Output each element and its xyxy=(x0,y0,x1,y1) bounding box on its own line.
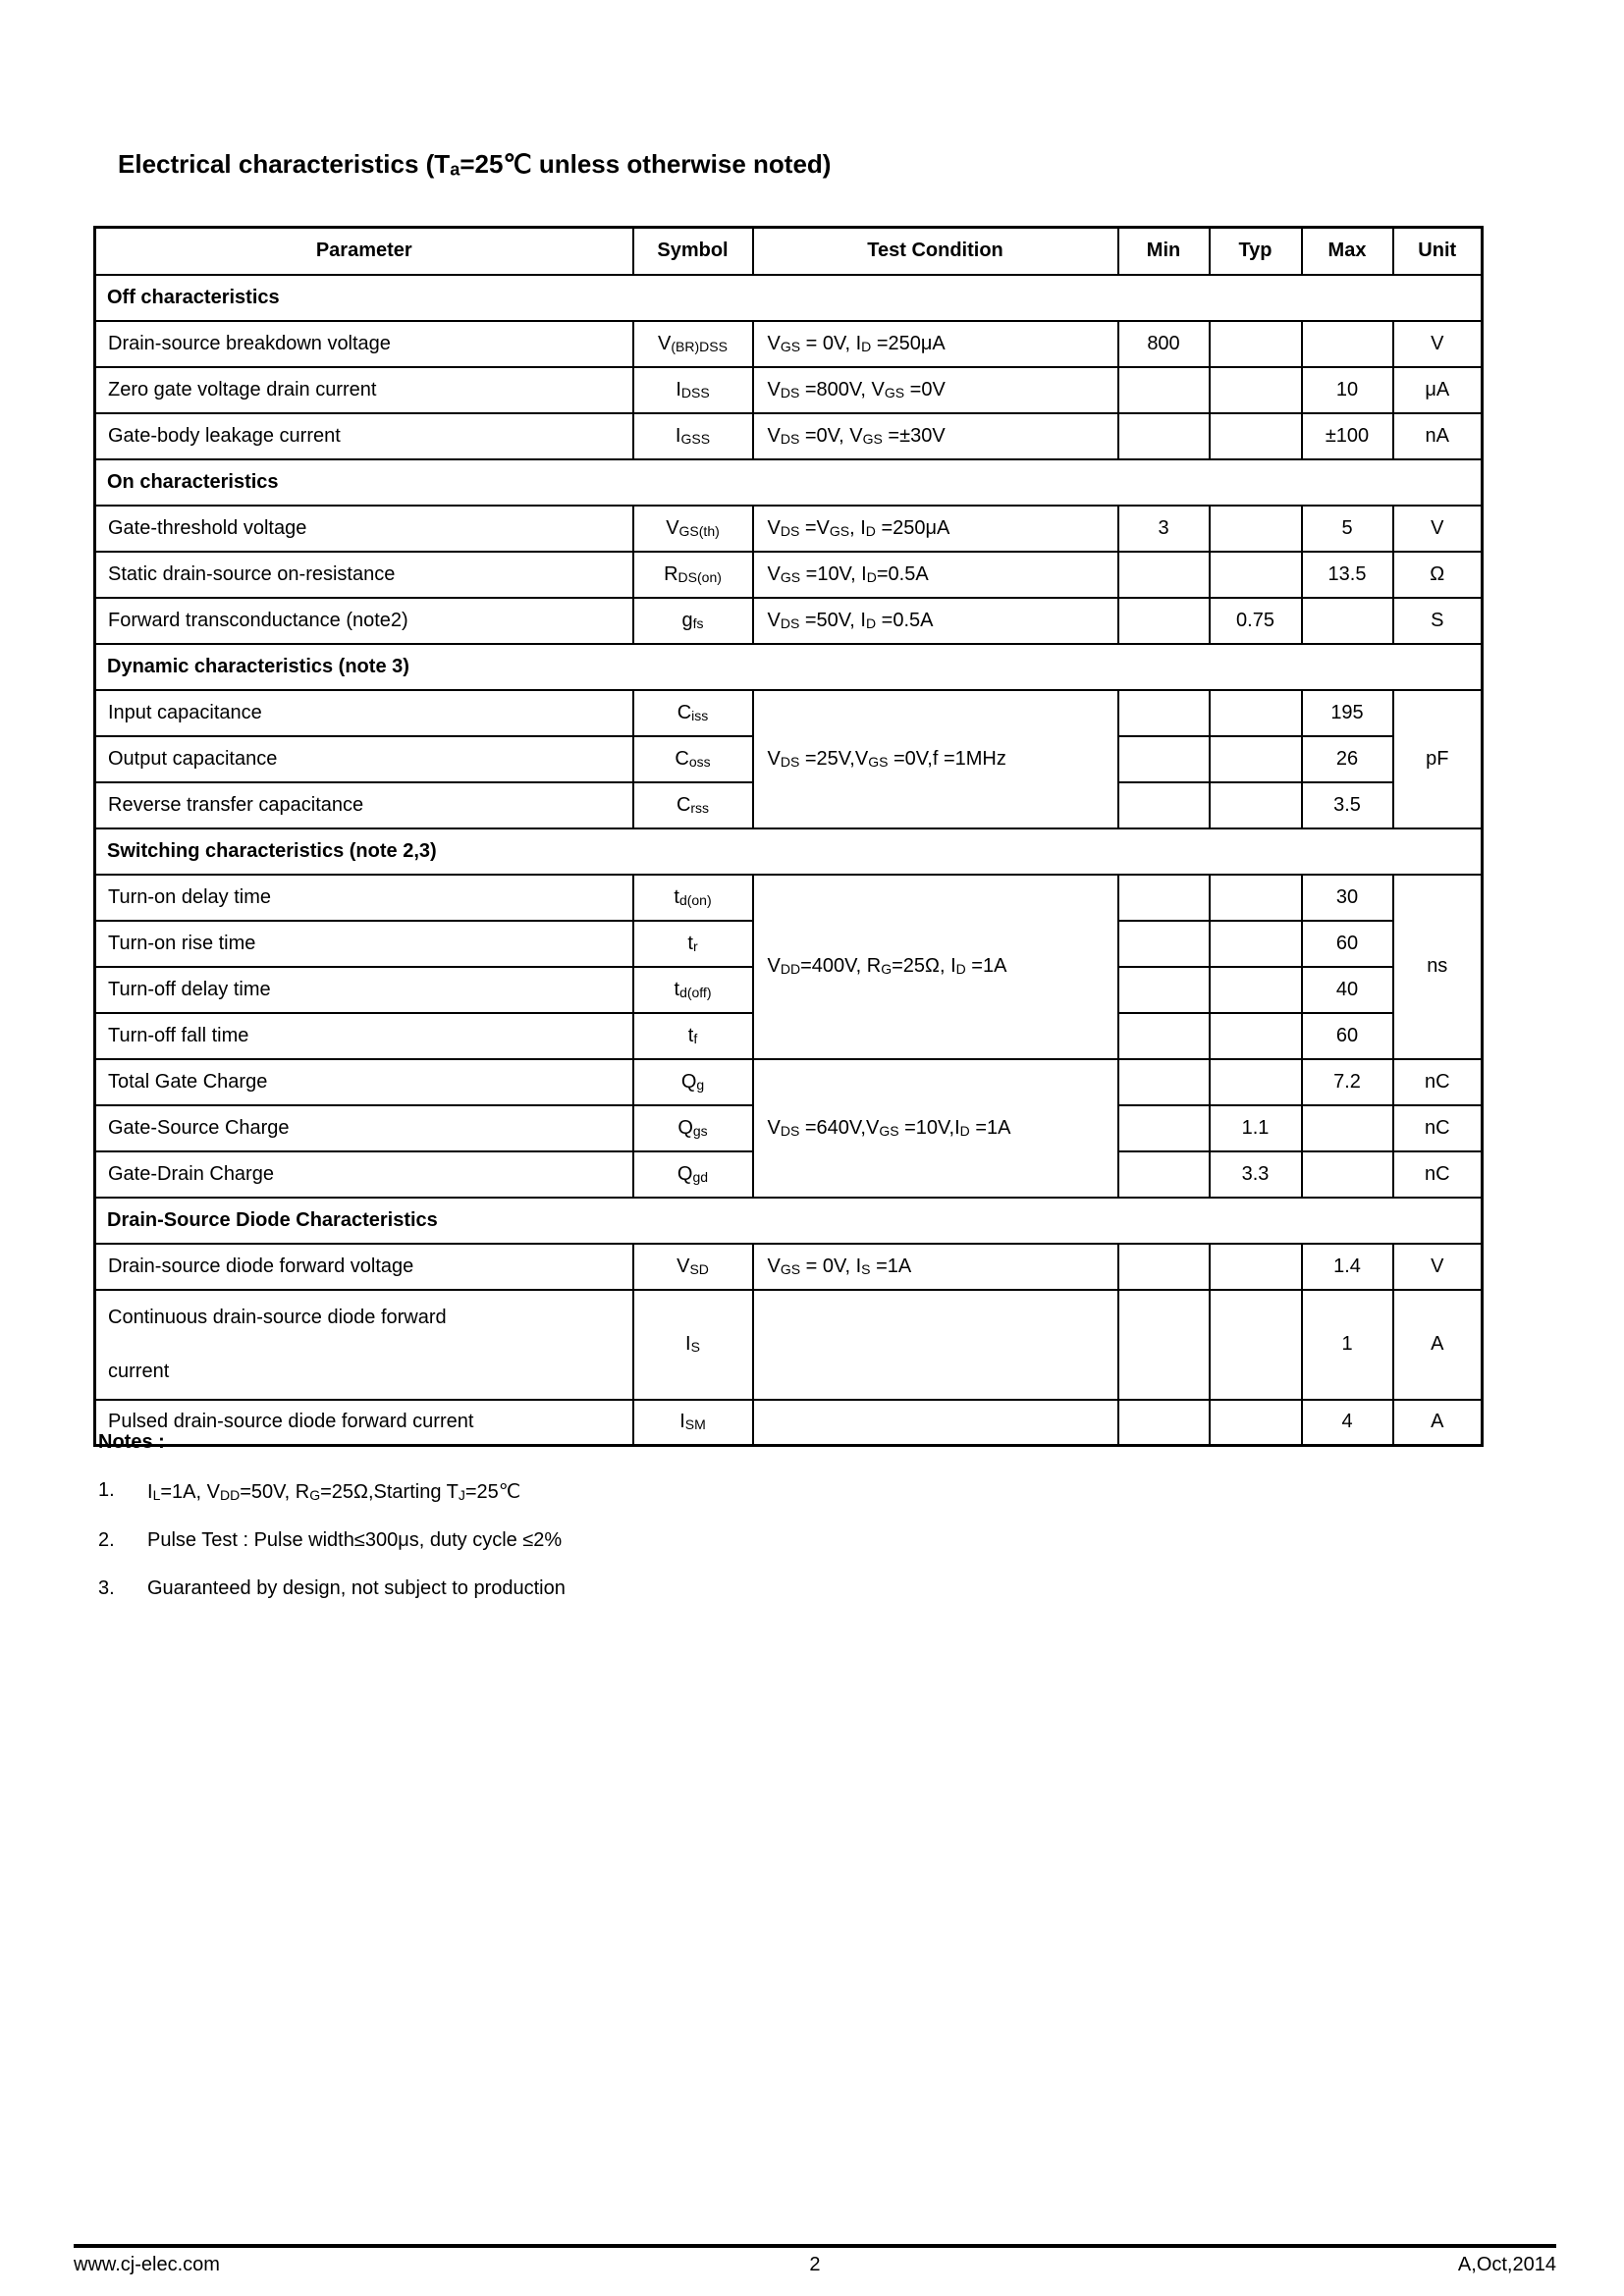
condition-cell: $V_{GS} =10V$, $I_D=0.5A$ xyxy=(753,552,1118,598)
typ-cell xyxy=(1210,967,1302,1013)
max-cell: 60 xyxy=(1302,1013,1393,1059)
min-cell xyxy=(1118,598,1210,644)
param-cell: Zero gate voltage drain current xyxy=(95,367,633,413)
min-cell xyxy=(1118,1105,1210,1151)
min-cell xyxy=(1118,875,1210,921)
typ-cell xyxy=(1210,321,1302,367)
param-cell: Forward transconductance (note2) xyxy=(95,598,633,644)
symbol-cell: $Q_{gd}$ xyxy=(633,1151,753,1198)
unit-cell: S xyxy=(1393,598,1483,644)
max-cell: 5 xyxy=(1302,506,1393,552)
table-row xyxy=(95,506,1483,552)
param-cell: Drain-source breakdown voltage xyxy=(95,321,633,367)
table-row xyxy=(95,367,1483,413)
footer-revision-date: A,Oct,2014 xyxy=(1457,2254,1556,2275)
table-row xyxy=(95,1244,1483,1290)
table-row xyxy=(95,552,1483,598)
symbol-cell: $t_f$ xyxy=(633,1013,753,1059)
max-cell: 60 xyxy=(1302,921,1393,967)
col-header-min: Min xyxy=(1118,228,1210,275)
typ-cell xyxy=(1210,1400,1302,1446)
note-item xyxy=(98,1479,566,1504)
section-header: On characteristics xyxy=(95,459,1483,506)
condition-cell: $V_{DS} =V_{GS}$, $I_D =250\mu A$ xyxy=(753,506,1118,552)
col-header-unit: Unit xyxy=(1393,228,1483,275)
param-cell: Output capacitance xyxy=(95,736,633,782)
col-header-symbol: Symbol xyxy=(633,228,753,275)
col-header-typ: Typ xyxy=(1210,228,1302,275)
symbol-cell: $Q_g$ xyxy=(633,1059,753,1105)
note-number: 3. xyxy=(98,1577,115,1599)
table-row xyxy=(95,690,1483,736)
min-cell xyxy=(1118,1151,1210,1198)
symbol-cell: $I_{DSS}$ xyxy=(633,367,753,413)
unit-cell: ns xyxy=(1393,875,1483,1059)
typ-cell xyxy=(1210,690,1302,736)
max-cell xyxy=(1302,598,1393,644)
param-cell: Reverse transfer capacitance xyxy=(95,782,633,828)
section-header: Off characteristics xyxy=(95,275,1483,321)
min-cell xyxy=(1118,1400,1210,1446)
note-item xyxy=(98,1529,566,1552)
param-cell: Turn-on delay time xyxy=(95,875,633,921)
min-cell xyxy=(1118,552,1210,598)
min-cell xyxy=(1118,1290,1210,1400)
symbol-cell: $V_{(BR)DSS}$ xyxy=(633,321,753,367)
max-cell: 10 xyxy=(1302,367,1393,413)
typ-cell xyxy=(1210,506,1302,552)
note-text: Pulse Test : Pulse width≤300μs, duty cycle ≤2% xyxy=(147,1529,563,1551)
min-cell: 3 xyxy=(1118,506,1210,552)
param-cell: Pulsed drain-source diode forward current xyxy=(95,1400,633,1446)
typ-cell: 1.1 xyxy=(1210,1105,1302,1151)
section-header: Drain-Source Diode Characteristics xyxy=(95,1198,1483,1244)
param-cell: Gate-Source Charge xyxy=(95,1105,633,1151)
symbol-cell: $C_{oss}$ xyxy=(633,736,753,782)
typ-cell: 3.3 xyxy=(1210,1151,1302,1198)
col-header-max: Max xyxy=(1302,228,1393,275)
min-cell xyxy=(1118,736,1210,782)
table-row xyxy=(95,1059,1483,1105)
section-row xyxy=(95,1198,1483,1244)
param-cell: Total Gate Charge xyxy=(95,1059,633,1105)
condition-cell: $V_{GS} = 0V$, $I_S =1A$ xyxy=(753,1244,1118,1290)
typ-cell xyxy=(1210,875,1302,921)
unit-cell: V xyxy=(1393,321,1483,367)
unit-cell: μA xyxy=(1393,367,1483,413)
max-cell xyxy=(1302,321,1393,367)
symbol-cell: $R_{DS(on)}$ xyxy=(633,552,753,598)
unit-cell: nC xyxy=(1393,1059,1483,1105)
condition-cell: $V_{DS} =640V,V_{GS} =10V,I_D =1A$ xyxy=(753,1059,1118,1198)
min-cell xyxy=(1118,967,1210,1013)
page-footer xyxy=(74,2244,1556,2276)
max-cell: 1 xyxy=(1302,1290,1393,1400)
min-cell xyxy=(1118,1059,1210,1105)
condition-cell xyxy=(753,1400,1118,1446)
note-text: $I_L=1A$, $V_{DD}=50V$, $R_G=25\Omega,Starting$ $T_J=25℃$ xyxy=(147,1481,521,1504)
note-number: 2. xyxy=(98,1529,115,1551)
condition-cell: $V_{DS} =0V$, $V_{GS} =\pm 30V$ xyxy=(753,413,1118,459)
param-cell: Turn-off delay time xyxy=(95,967,633,1013)
table-header-row xyxy=(95,228,1483,275)
param-cell: Gate-body leakage current xyxy=(95,413,633,459)
notes-list xyxy=(98,1479,566,1600)
typ-cell xyxy=(1210,367,1302,413)
footer-website: www.cj-elec.com xyxy=(74,2254,220,2275)
max-cell: 13.5 xyxy=(1302,552,1393,598)
typ-cell xyxy=(1210,1244,1302,1290)
symbol-cell: $V_{SD}$ xyxy=(633,1244,753,1290)
typ-cell xyxy=(1210,921,1302,967)
col-header-test-condition: Test Condition xyxy=(753,228,1118,275)
max-cell: 1.4 xyxy=(1302,1244,1393,1290)
min-cell xyxy=(1118,1013,1210,1059)
table-row xyxy=(95,1290,1483,1400)
table-row xyxy=(95,598,1483,644)
typ-cell xyxy=(1210,782,1302,828)
condition-cell: $V_{DD}=400V$, $R_G=25\Omega$, $I_D =1A$ xyxy=(753,875,1118,1059)
unit-cell: A xyxy=(1393,1400,1483,1446)
param-cell: Drain-source diode forward voltage xyxy=(95,1244,633,1290)
electrical-characteristics-table xyxy=(93,226,1484,1447)
typ-cell xyxy=(1210,413,1302,459)
unit-cell: nC xyxy=(1393,1151,1483,1198)
symbol-cell: $I_{SM}$ xyxy=(633,1400,753,1446)
min-cell xyxy=(1118,690,1210,736)
param-cell: Continuous drain-source diode forward current xyxy=(95,1290,633,1400)
max-cell: 4 xyxy=(1302,1400,1393,1446)
unit-cell: V xyxy=(1393,506,1483,552)
condition-cell: $V_{DS} =25V,V_{GS} =0V,f =1MHz$ xyxy=(753,690,1118,828)
min-cell: 800 xyxy=(1118,321,1210,367)
condition-cell: $V_{DS} =50V$, $I_D =0.5A$ xyxy=(753,598,1118,644)
min-cell xyxy=(1118,782,1210,828)
condition-cell: $V_{DS} =800V$, $V_{GS} =0V$ xyxy=(753,367,1118,413)
unit-cell: nA xyxy=(1393,413,1483,459)
min-cell xyxy=(1118,367,1210,413)
max-cell: 3.5 xyxy=(1302,782,1393,828)
symbol-cell: $C_{rss}$ xyxy=(633,782,753,828)
typ-cell xyxy=(1210,1013,1302,1059)
footer-page-number: 2 xyxy=(809,2254,821,2275)
table-row xyxy=(95,875,1483,921)
typ-cell xyxy=(1210,736,1302,782)
section-row xyxy=(95,828,1483,875)
symbol-cell: $t_{d(off)}$ xyxy=(633,967,753,1013)
min-cell xyxy=(1118,1244,1210,1290)
section-header: Dynamic characteristics (note 3) xyxy=(95,644,1483,690)
max-cell xyxy=(1302,1151,1393,1198)
section-row xyxy=(95,644,1483,690)
note-text: Guaranteed by design, not subject to production xyxy=(147,1577,566,1599)
note-number: 1. xyxy=(98,1479,115,1501)
param-cell: Turn-off fall time xyxy=(95,1013,633,1059)
unit-cell: nC xyxy=(1393,1105,1483,1151)
symbol-cell: $Q_{gs}$ xyxy=(633,1105,753,1151)
symbol-cell: $g_{fs}$ xyxy=(633,598,753,644)
symbol-cell: $I_S$ xyxy=(633,1290,753,1400)
notes-section xyxy=(98,1431,566,1600)
symbol-cell: $t_{d(on)}$ xyxy=(633,875,753,921)
typ-cell: 0.75 xyxy=(1210,598,1302,644)
max-cell xyxy=(1302,1105,1393,1151)
max-cell: ±100 xyxy=(1302,413,1393,459)
unit-cell: V xyxy=(1393,1244,1483,1290)
table-body xyxy=(95,275,1483,1446)
max-cell: 195 xyxy=(1302,690,1393,736)
typ-cell xyxy=(1210,552,1302,598)
section-row xyxy=(95,459,1483,506)
symbol-cell: $t_r$ xyxy=(633,921,753,967)
note-item xyxy=(98,1577,566,1600)
param-cell: Turn-on rise time xyxy=(95,921,633,967)
condition-cell: $V_{GS} = 0V$, $I_D =250\mu A$ xyxy=(753,321,1118,367)
typ-cell xyxy=(1210,1290,1302,1400)
param-cell: Gate-threshold voltage xyxy=(95,506,633,552)
symbol-cell: $I_{GSS}$ xyxy=(633,413,753,459)
max-cell: 30 xyxy=(1302,875,1393,921)
table-row xyxy=(95,413,1483,459)
max-cell: 7.2 xyxy=(1302,1059,1393,1105)
condition-cell xyxy=(753,1290,1118,1400)
symbol-cell: $C_{iss}$ xyxy=(633,690,753,736)
col-header-parameter: Parameter xyxy=(95,228,633,275)
param-cell: Gate-Drain Charge xyxy=(95,1151,633,1198)
symbol-cell: $V_{GS(th)}$ xyxy=(633,506,753,552)
section-header: Switching characteristics (note 2,3) xyxy=(95,828,1483,875)
max-cell: 40 xyxy=(1302,967,1393,1013)
max-cell: 26 xyxy=(1302,736,1393,782)
min-cell xyxy=(1118,413,1210,459)
unit-cell: pF xyxy=(1393,690,1483,828)
min-cell xyxy=(1118,921,1210,967)
unit-cell: Ω xyxy=(1393,552,1483,598)
param-cell: Static drain-source on-resistance xyxy=(95,552,633,598)
section-row xyxy=(95,275,1483,321)
notes-label: Notes : xyxy=(98,1431,165,1453)
typ-cell xyxy=(1210,1059,1302,1105)
table-row xyxy=(95,321,1483,367)
page-title: Electrical characteristics ($T_a=25℃$ unless otherwise noted) xyxy=(118,149,832,180)
param-cell: Input capacitance xyxy=(95,690,633,736)
unit-cell: A xyxy=(1393,1290,1483,1400)
